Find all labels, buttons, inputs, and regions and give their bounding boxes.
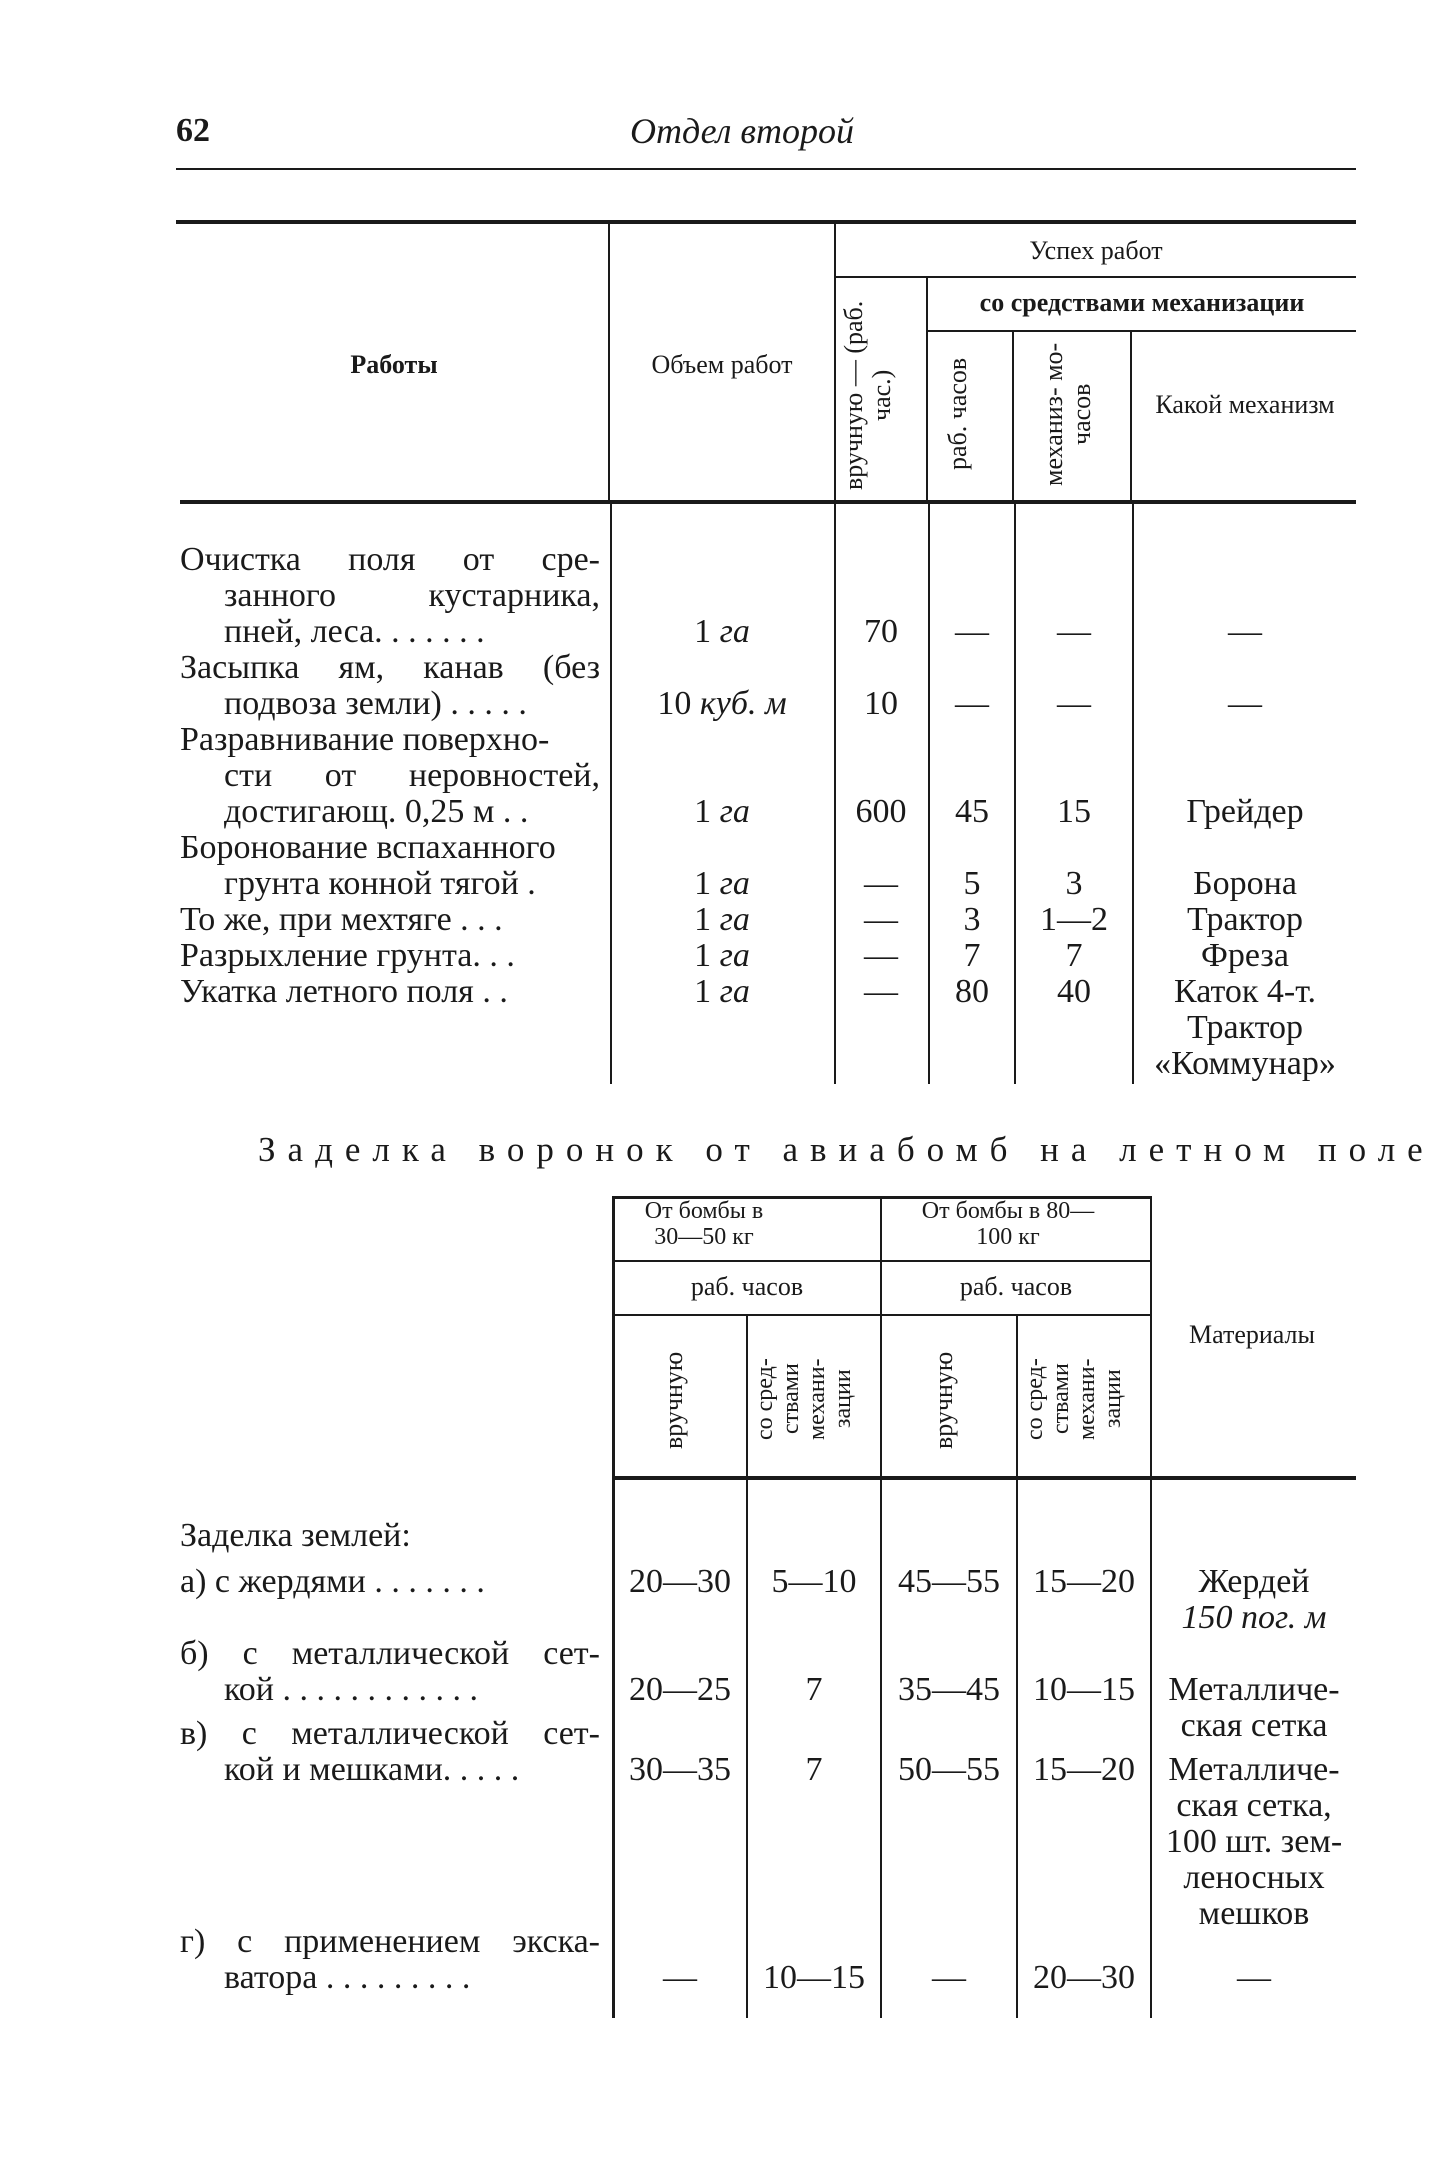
col-volume-header: Объем работ <box>651 350 793 379</box>
row-6-volume-num: 1 <box>694 937 712 974</box>
bomb-large-header: От бомбы в 80—100 кг <box>921 1198 1095 1250</box>
materials-header: Материалы <box>1188 1320 1315 1349</box>
row-d-line-1: г) с применением экска- <box>180 1923 600 1960</box>
table1-vline-mechhours <box>1130 332 1132 500</box>
row-4-work-hours: 5 <box>963 865 981 902</box>
large-mech-header: со сред- ствами механи- зации <box>1022 1358 1126 1440</box>
row-1-line-2: занного кустарника, <box>224 577 600 614</box>
table2-row-c-work <box>180 1716 600 1788</box>
row-c-materials <box>1152 1752 1356 1932</box>
table2-body-vline-left <box>612 1480 615 2018</box>
table2-head-rule <box>612 1476 1356 1480</box>
row-b-small-mech: 7 <box>805 1671 823 1708</box>
row-c-line-2: кой и мешками. . . . . <box>224 1751 520 1788</box>
row-b-materials <box>1152 1672 1356 1744</box>
table2-row-d-work <box>180 1924 600 1996</box>
row-b-small-manual: 20—25 <box>629 1671 731 1708</box>
row-6-volume <box>612 938 832 974</box>
row-b-materials-1: Металличе- <box>1168 1671 1340 1708</box>
row-c-large-mech: 15—20 <box>1033 1751 1135 1788</box>
table1-top-rule <box>176 220 1356 224</box>
row-1-mech-hours: — <box>1057 613 1091 650</box>
table1-head-rule <box>180 500 1356 504</box>
row-4-line-2: грунта конной тягой . <box>224 865 536 902</box>
row-2-mechanism: — <box>1228 685 1262 722</box>
table2-body-vline-mid <box>880 1480 882 2018</box>
row-4-mechanism: Борона <box>1193 865 1297 902</box>
craters-table-title: Заделка воронок от авиабомб на летном поле <box>258 1130 1435 1169</box>
row-4-volume-unit: га <box>719 865 750 902</box>
row-d-line-2: ватора . . . . . . . . . <box>224 1959 471 1996</box>
table2-body-vline-s <box>746 1480 748 2018</box>
row-1-manual: 70 <box>864 613 898 650</box>
table2-body-vline-l <box>1016 1480 1018 2018</box>
row-1-line-3: пней, леса. . . . . . . <box>224 613 485 650</box>
row-d-large-manual: — <box>932 1959 966 1996</box>
row-c-materials-3: 100 шт. зем- <box>1165 1823 1343 1860</box>
row-2-volume-unit: куб. м <box>699 685 787 722</box>
small-manual-header: вручную <box>659 1351 688 1449</box>
bomb-small-header: От бомбы в 30—50 кг <box>644 1198 764 1250</box>
row-2-work-hours: — <box>955 685 989 722</box>
table1-row-6-work <box>180 938 600 974</box>
row-3-volume <box>612 794 832 830</box>
table1-row-7-work <box>180 974 600 1010</box>
row-6-mech-hours: 7 <box>1065 937 1083 974</box>
row-5-volume-unit: га <box>719 901 750 938</box>
col-mech-hours-header: механиз- мо-часов <box>1039 342 1096 486</box>
row-3-line-3: достигающ. 0,25 м . . <box>224 793 529 830</box>
row-d-small-mech: 10—15 <box>763 1959 865 1996</box>
row-6-volume-unit: га <box>719 937 750 974</box>
row-a-materials-1: Жердей <box>1198 1563 1310 1600</box>
row-5-volume <box>612 902 832 938</box>
row-2-mech-hours: — <box>1057 685 1091 722</box>
col-manual-header: вручную — (раб. час.) <box>839 300 896 490</box>
table2-vline-left <box>612 1196 615 1476</box>
row-1-volume-num: 1 <box>694 613 712 650</box>
large-manual-header: вручную <box>929 1351 958 1449</box>
table1-row-3-work <box>180 722 600 830</box>
row-c-materials-2: ская сетка, <box>1176 1787 1332 1824</box>
table2-hours-rule <box>614 1314 1150 1316</box>
row-4-line-1: Боронование вспаханного <box>180 829 556 866</box>
row-7-volume-num: 1 <box>694 973 712 1010</box>
running-title: Отдел второй <box>630 111 855 151</box>
row-c-materials-4: леносных <box>1183 1859 1325 1896</box>
col-work-hours-header: раб. часов <box>943 357 972 471</box>
row-3-work-hours: 45 <box>955 793 989 830</box>
table2-vline-mid <box>880 1196 882 1476</box>
row-4-mech-hours: 3 <box>1065 865 1083 902</box>
work-hours-small-header: раб. часов <box>690 1272 804 1301</box>
row-1-volume <box>612 614 832 650</box>
row-7-mechanism-2: Трактор <box>1186 1009 1304 1046</box>
col-output-header: Успех работ <box>1029 236 1163 265</box>
row-a-small-manual: 20—30 <box>629 1563 731 1600</box>
work-hours-large-header: раб. часов <box>959 1272 1073 1301</box>
row-2-line-2: подвоза земли) . . . . . <box>224 685 527 722</box>
table2-row-a-work <box>180 1564 600 1600</box>
row-1-mechanism: — <box>1228 613 1262 650</box>
col-which-mech-header: Какой механизм <box>1155 390 1335 419</box>
row-3-line-2: сти от неровностей, <box>224 757 600 794</box>
row-b-line-2: кой . . . . . . . . . . . . <box>224 1671 478 1708</box>
row-5-line-1: То же, при мехтяге . . . <box>180 901 503 938</box>
row-d-large-mech: 20—30 <box>1033 1959 1135 1996</box>
row-4-volume-num: 1 <box>694 865 712 902</box>
row-b-line-1: б) с металлической сет- <box>180 1635 600 1672</box>
row-3-mech-hours: 15 <box>1057 793 1091 830</box>
row-d-small-manual: — <box>663 1959 697 1996</box>
row-a-materials-2: 150 пог. м <box>1181 1599 1327 1636</box>
table2-vline-l <box>1016 1316 1018 1476</box>
row-a-small-mech: 5—10 <box>771 1563 857 1600</box>
row-7-manual: — <box>864 973 898 1010</box>
row-d-materials: — <box>1237 1959 1271 1996</box>
row-7-mechanism-1: Каток 4-т. <box>1174 973 1316 1010</box>
row-b-materials-2: ская сетка <box>1180 1707 1328 1744</box>
row-1-line-1: Очистка поля от сре- <box>180 541 600 578</box>
row-6-line-1: Разрыхление грунта. . . <box>180 937 515 974</box>
table1-vline-works <box>608 224 610 500</box>
table1-row-4-work <box>180 830 600 902</box>
row-a-large-mech: 15—20 <box>1033 1563 1135 1600</box>
row-4-volume <box>612 866 832 902</box>
table1-row-1-work <box>180 542 600 650</box>
row-b-large-mech: 10—15 <box>1033 1671 1135 1708</box>
row-3-mechanism: Грейдер <box>1186 793 1304 830</box>
row-4-manual: — <box>864 865 898 902</box>
row-c-small-mech: 7 <box>805 1751 823 1788</box>
col-mech-group-header: со средствами механизации <box>979 288 1305 317</box>
table2-bomb-rule <box>614 1260 1150 1262</box>
table2-body-vline-mat <box>1150 1480 1152 2018</box>
table1-output-rule <box>836 276 1356 278</box>
row-5-volume-num: 1 <box>694 901 712 938</box>
header-rule <box>176 168 1356 170</box>
row-5-manual: — <box>864 901 898 938</box>
row-1-volume-unit: га <box>719 613 750 650</box>
row-3-volume-num: 1 <box>694 793 712 830</box>
table1-row-2-work <box>180 650 600 722</box>
table2-row-b-work <box>180 1636 600 1708</box>
row-2-volume-num: 10 <box>657 685 692 722</box>
table2-vline-s <box>746 1316 748 1476</box>
row-c-line-1: в) с металлической сет- <box>180 1715 600 1752</box>
row-7-mechanism <box>1134 974 1356 1082</box>
row-2-volume <box>612 686 832 722</box>
row-c-materials-5: мешков <box>1198 1895 1310 1932</box>
row-3-volume-unit: га <box>719 793 750 830</box>
col-works-header: Работы <box>350 350 438 379</box>
table1-vline-workhours <box>1012 332 1014 500</box>
row-6-mechanism: Фреза <box>1201 937 1289 974</box>
table1-mech-rule <box>928 330 1356 332</box>
row-2-line-1: Засыпка ям, канав (без <box>180 649 600 686</box>
small-mech-header: со сред- ствами механи- зации <box>752 1358 856 1440</box>
row-c-materials-1: Металличе- <box>1168 1751 1340 1788</box>
row-7-line-1: Укатка летного поля . . <box>180 973 508 1010</box>
row-6-work-hours: 7 <box>963 937 981 974</box>
table2-intro: Заделка землей: <box>180 1517 411 1554</box>
row-3-manual: 600 <box>855 793 907 830</box>
row-c-small-manual: 30—35 <box>629 1751 731 1788</box>
row-5-mechanism: Трактор <box>1186 901 1304 938</box>
table1-row-5-work <box>180 902 600 938</box>
row-a-materials <box>1152 1564 1356 1636</box>
row-7-mechanism-3: «Коммунар» <box>1154 1045 1336 1082</box>
row-5-mech-hours: 1—2 <box>1040 901 1108 938</box>
row-7-mech-hours: 40 <box>1057 973 1091 1010</box>
row-a-line-1: а) с жердями . . . . . . . <box>180 1563 485 1600</box>
row-c-large-manual: 50—55 <box>898 1751 1000 1788</box>
row-3-line-1: Разравнивание поверхно- <box>180 721 550 758</box>
row-a-large-manual: 45—55 <box>898 1563 1000 1600</box>
row-6-manual: — <box>864 937 898 974</box>
row-1-work-hours: — <box>955 613 989 650</box>
row-b-large-manual: 35—45 <box>898 1671 1000 1708</box>
row-5-work-hours: 3 <box>963 901 981 938</box>
row-7-work-hours: 80 <box>955 973 989 1010</box>
page-number: 62 <box>176 112 210 149</box>
row-7-volume-unit: га <box>719 973 750 1010</box>
row-2-manual: 10 <box>864 685 898 722</box>
row-7-volume <box>612 974 832 1010</box>
